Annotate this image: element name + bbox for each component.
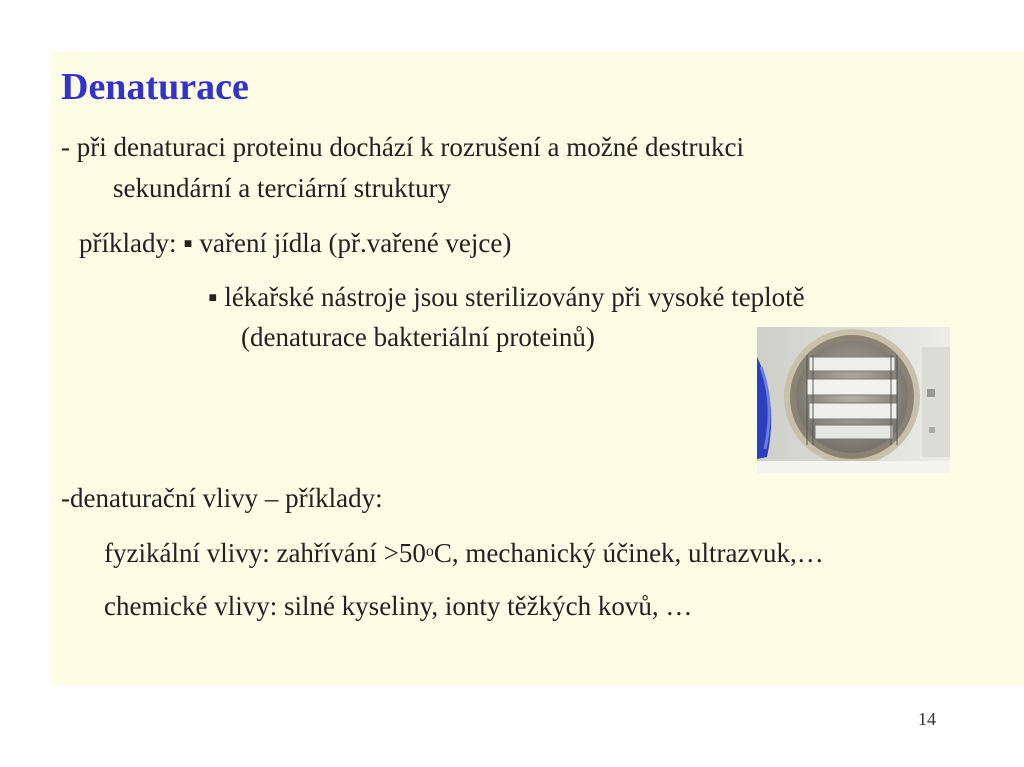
autoclave-photo — [757, 327, 950, 473]
text-line-definition-cont: sekundární a terciární struktury — [113, 173, 452, 203]
physical-influences-pre: fyzikální vlivy: zahřívání >50 — [104, 538, 426, 568]
text-line-chemical-influences: chemické vlivy: silné kyseliny, ionty těžkých kovů, … — [104, 591, 693, 621]
text-line-example-sterilization: ▪ lékařské nástroje jsou sterilizovány při vysoké teplotě — [208, 282, 805, 312]
text-line-definition: - při denaturaci proteinu dochází k rozrušení a možné destrukci — [61, 132, 744, 162]
autoclave-illustration — [757, 327, 950, 473]
page-number: 14 — [918, 709, 936, 729]
slide-title: Denaturace — [61, 66, 249, 108]
physical-influences-post: C, mechanický účinek, ultrazvuk,… — [433, 538, 824, 568]
text-line-physical-influences — [104, 535, 824, 570]
degree-superscript: o — [425, 543, 434, 560]
text-line-example-sterilization-cont: (denaturace bakteriální proteinů) — [241, 322, 595, 352]
text-line-example-cooking: příklady: ▪ vaření jídla (př.vařené vejce) — [79, 228, 512, 258]
text-line-influences-heading: -denaturační vlivy – příklady: — [61, 483, 383, 513]
